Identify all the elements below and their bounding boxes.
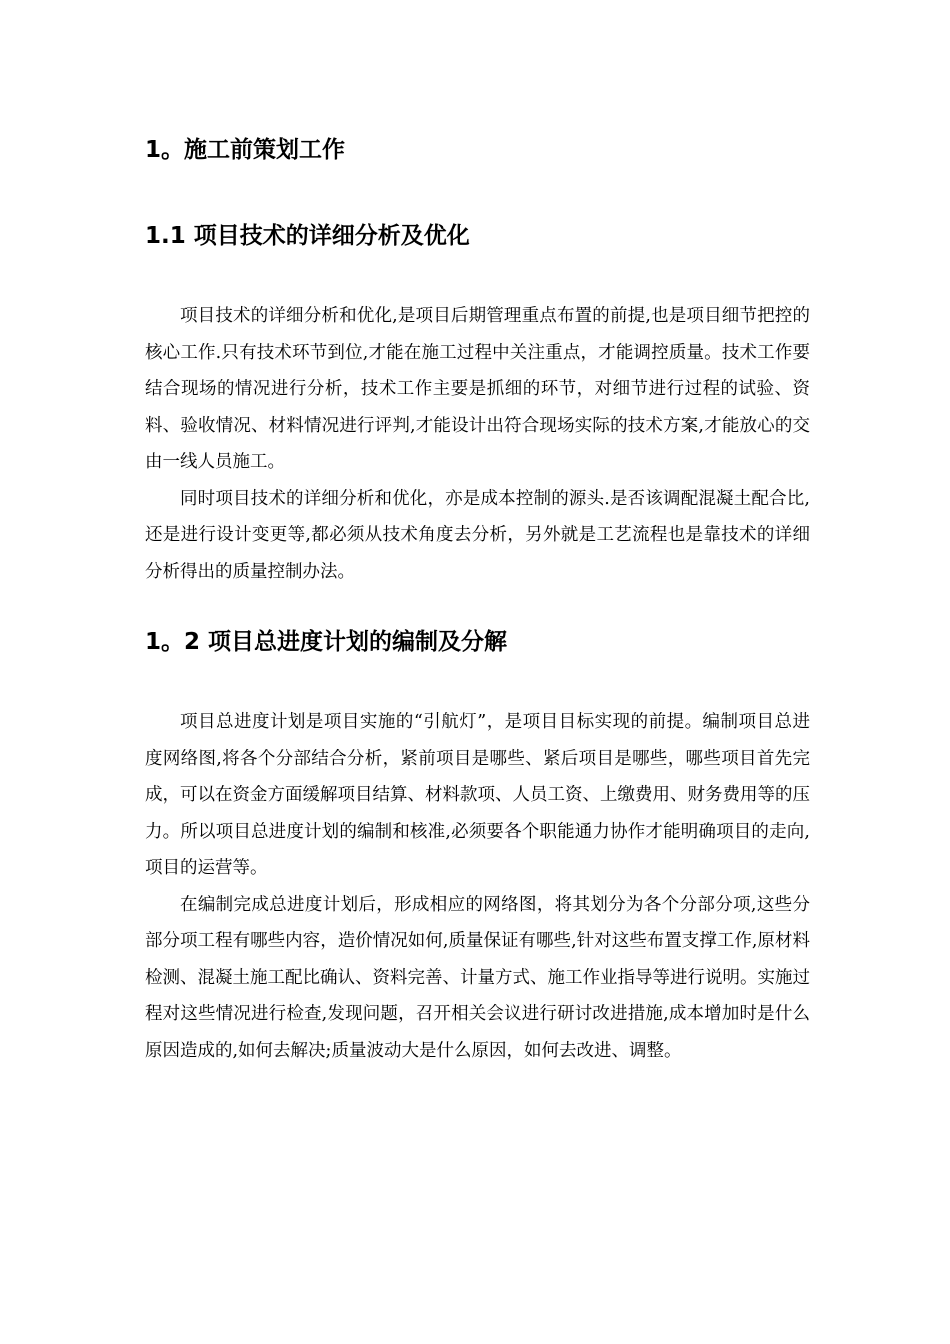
paragraph: 项目总进度计划是项目实施的“引航灯”，是项目目标实现的前提。编制项目总进度网络图,将各个分部结合分析，紧前项目是哪些、紧后项目是哪些，哪些项目首先完成，可以在资金方面缓解项目结算、材料款项、人员工资、上缴费用、财务费用等的压力。所以项目总进度计划的编制和核准,必须要各个职能通力协作才能明确项目的走向,项目的运营等。 xyxy=(145,712,810,878)
chapter-heading: 1。施工前策划工作 xyxy=(145,137,346,163)
paragraph: 同时项目技术的详细分析和优化，亦是成本控制的源头.是否该调配混凝土配合比,还是进行设计变更等,都必须从技术角度去分析，另外就是工艺流程也是靠技术的详细分析得出的质量控制办法。 xyxy=(145,488,810,582)
paragraph: 项目技术的详细分析和优化,是项目后期管理重点布置的前提,也是项目细节把控的核心工作.只有技术环节到位,才能在施工过程中关注重点，才能调控质量。技术工作要结合现场的情况进行分析，技术工作主要是抓细的环节，对细节进行过程的试验、资料、验收情况、材料情况进行评判,才能设计出符合现场实际的技术方案,才能放心的交由一线人员施工。 xyxy=(145,306,810,472)
document-body xyxy=(145,128,810,1069)
paragraph: 在编制完成总进度计划后，形成相应的网络图，将其划分为各个分部分项,这些分部分项工程有哪些内容，造价情况如何,质量保证有哪些,针对这些布置支撑工作,原材料检测、混凝土施工配比确认、资料完善、计量方式、施工作业指导等进行说明。实施过程对这些情况进行检查,发现问题，召开相关会议进行研讨改进措施,成本增加时是什么原因造成的,如何去解决;质量波动大是什么原因，如何去改进、调整。 xyxy=(145,894,810,1061)
section-heading-1-2: 1。2 项目总进度计划的编制及分解 xyxy=(145,629,508,655)
section-1-2-body xyxy=(145,704,810,1069)
section-heading-1-1: 1.1 项目技术的详细分析及优化 xyxy=(145,223,470,249)
section-1-1-body xyxy=(145,298,810,590)
